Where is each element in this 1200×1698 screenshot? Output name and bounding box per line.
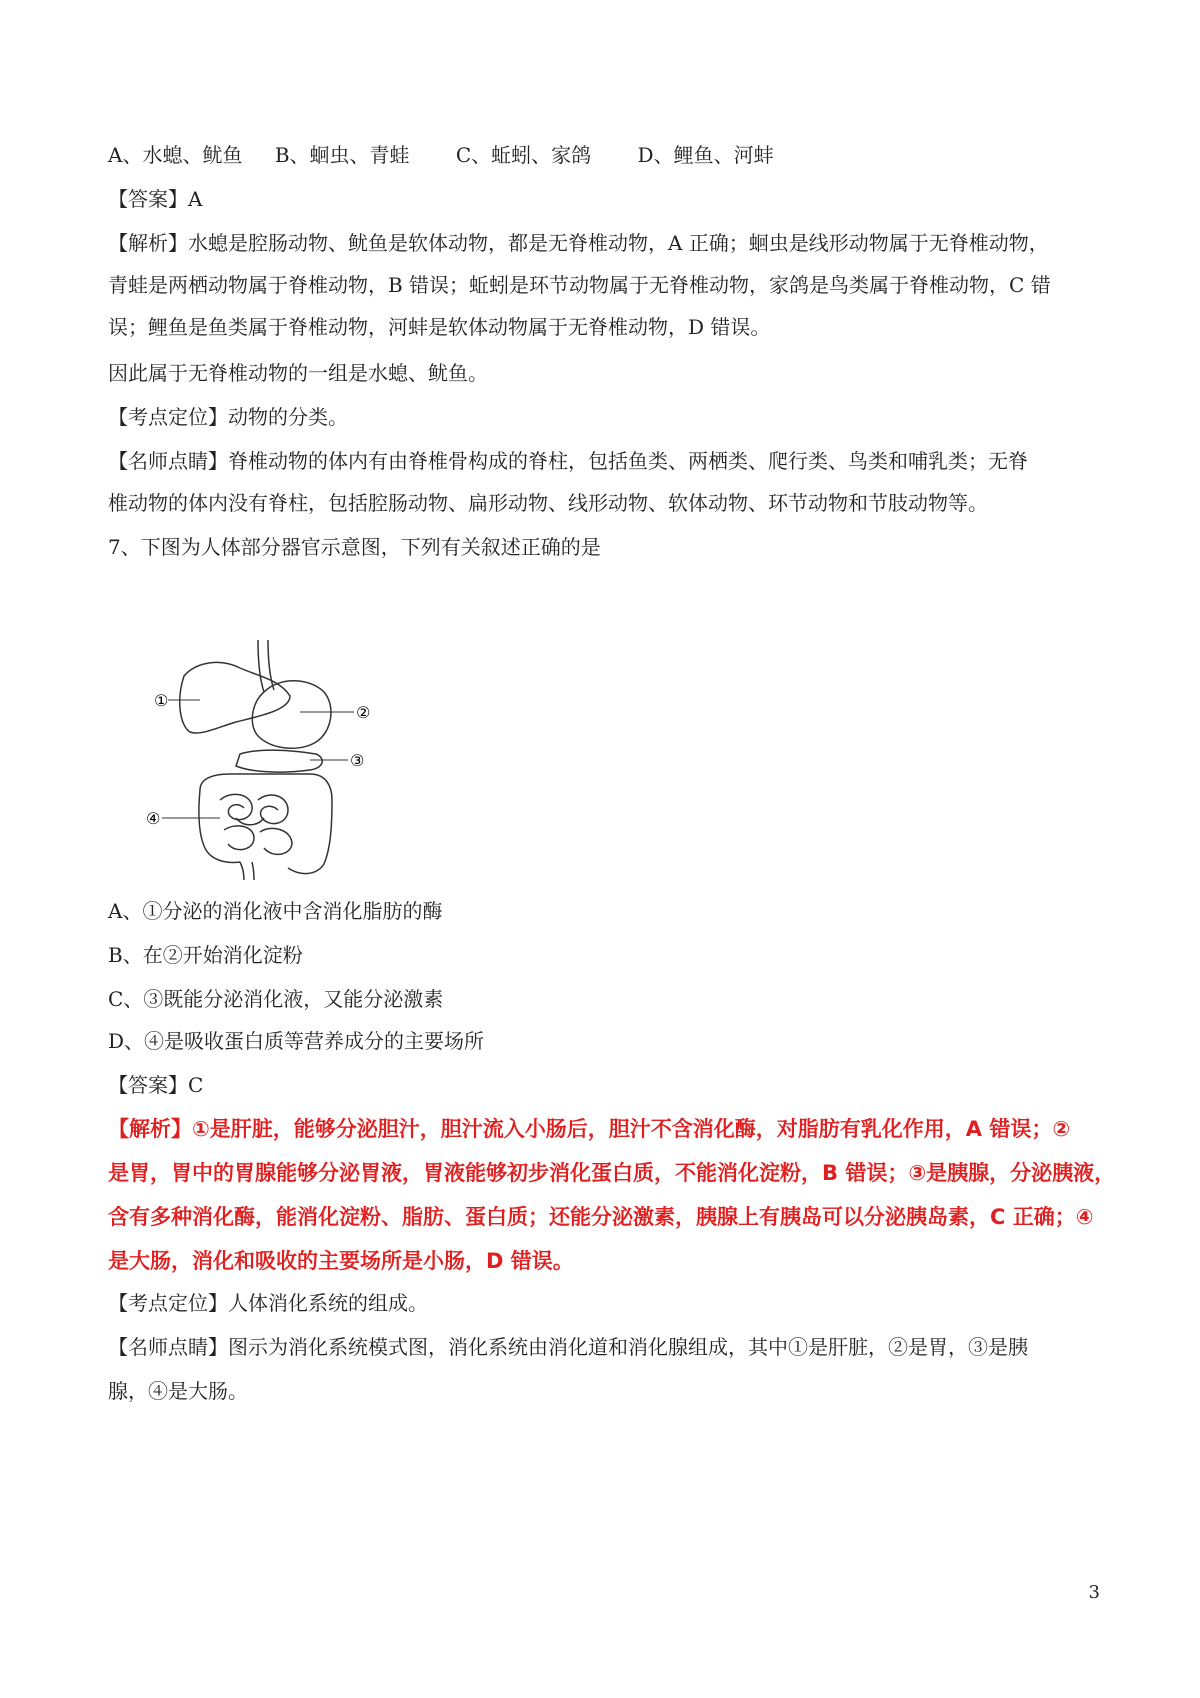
q7-answer: 【答案】C (108, 1073, 204, 1097)
q6-answer: 【答案】A (108, 187, 203, 211)
large-intestine-shape (200, 774, 332, 874)
q6-tip-line-1: 【名师点睛】脊椎动物的体内有由脊椎骨构成的脊柱，包括鱼类、两栖类、爬行类、鸟类和哺乳类；无脊 (108, 449, 1028, 473)
q6-analysis-line-1: 【解析】水螅是腔肠动物、鱿鱼是软体动物，都是无脊椎动物，A 正确；蛔虫是线形动物属于无脊椎动物， (108, 231, 1049, 255)
q7-option-a: A、①分泌的消化液中含消化脂肪的酶 (108, 899, 443, 923)
q7-tip-line-1: 【名师点睛】图示为消化系统模式图，消化系统由消化道和消化腺组成，其中①是肝脏，②是胃，③是胰 (108, 1335, 1028, 1359)
digestive-system-diagram (140, 640, 400, 880)
q7-analysis-line-2: 是胃，胃中的胃腺能够分泌胃液，胃液能够初步消化蛋白质，不能消化淀粉，B 错误；③是胰腺，分泌胰液， (108, 1161, 1116, 1185)
q6-option-b: B、蛔虫、青蛙 (274, 143, 410, 167)
label-3: ③ (350, 751, 365, 770)
q6-analysis-line-3: 误；鲤鱼是鱼类属于脊椎动物，河蚌是软体动物属于无脊椎动物，D 错误。 (108, 315, 771, 339)
q6-options (108, 142, 800, 168)
q7-analysis-line-4: 是大肠，消化和吸收的主要场所是小肠，D 错误。 (108, 1249, 574, 1273)
digestive-system-figure (140, 640, 400, 884)
q6-option-c: C、蚯蚓、家鸽 (455, 143, 592, 167)
q7-question: 7、下图为人体部分器官示意图，下列有关叙述正确的是 (108, 535, 601, 559)
q6-analysis-line-2: 青蛙是两栖动物属于脊椎动物，B 错误；蚯蚓是环节动物属于无脊椎动物，家鸽是鸟类属于脊椎动物，C 错 (108, 273, 1051, 297)
label-2: ② (356, 703, 371, 722)
q6-point: 【考点定位】动物的分类。 (108, 405, 348, 429)
q6-option-a: A、水螅、鱿鱼 (108, 143, 243, 167)
q7-point: 【考点定位】人体消化系统的组成。 (108, 1291, 428, 1315)
q7-option-b: B、在②开始消化淀粉 (108, 943, 303, 967)
q7-analysis-line-1: 【解析】①是肝脏，能够分泌胆汁，胆汁流入小肠后，胆汁不含消化酶，对脂肪有乳化作用，A 错误；② (108, 1117, 1071, 1141)
q7-tip-line-2: 腺，④是大肠。 (108, 1379, 248, 1403)
pancreas-shape (236, 750, 322, 772)
page-number: 3 (1088, 1582, 1100, 1603)
q7-analysis-line-3: 含有多种消化酶，能消化淀粉、脂肪、蛋白质；还能分泌激素，胰腺上有胰岛可以分泌胰岛素，C 正确；④ (108, 1205, 1094, 1229)
q7-option-c: C、③既能分泌消化液，又能分泌激素 (108, 987, 444, 1011)
label-4: ④ (146, 809, 161, 828)
label-1: ① (154, 691, 169, 710)
q6-conclusion: 因此属于无脊椎动物的一组是水螅、鱿鱼。 (108, 361, 488, 385)
q7-option-d: D、④是吸收蛋白质等营养成分的主要场所 (108, 1029, 485, 1053)
q6-option-d: D、鲤鱼、河蚌 (637, 143, 774, 167)
q6-tip-line-2: 椎动物的体内没有脊柱，包括腔肠动物、扁形动物、线形动物、软体动物、环节动物和节肢动物等。 (108, 491, 988, 515)
liver-shape (180, 662, 290, 733)
